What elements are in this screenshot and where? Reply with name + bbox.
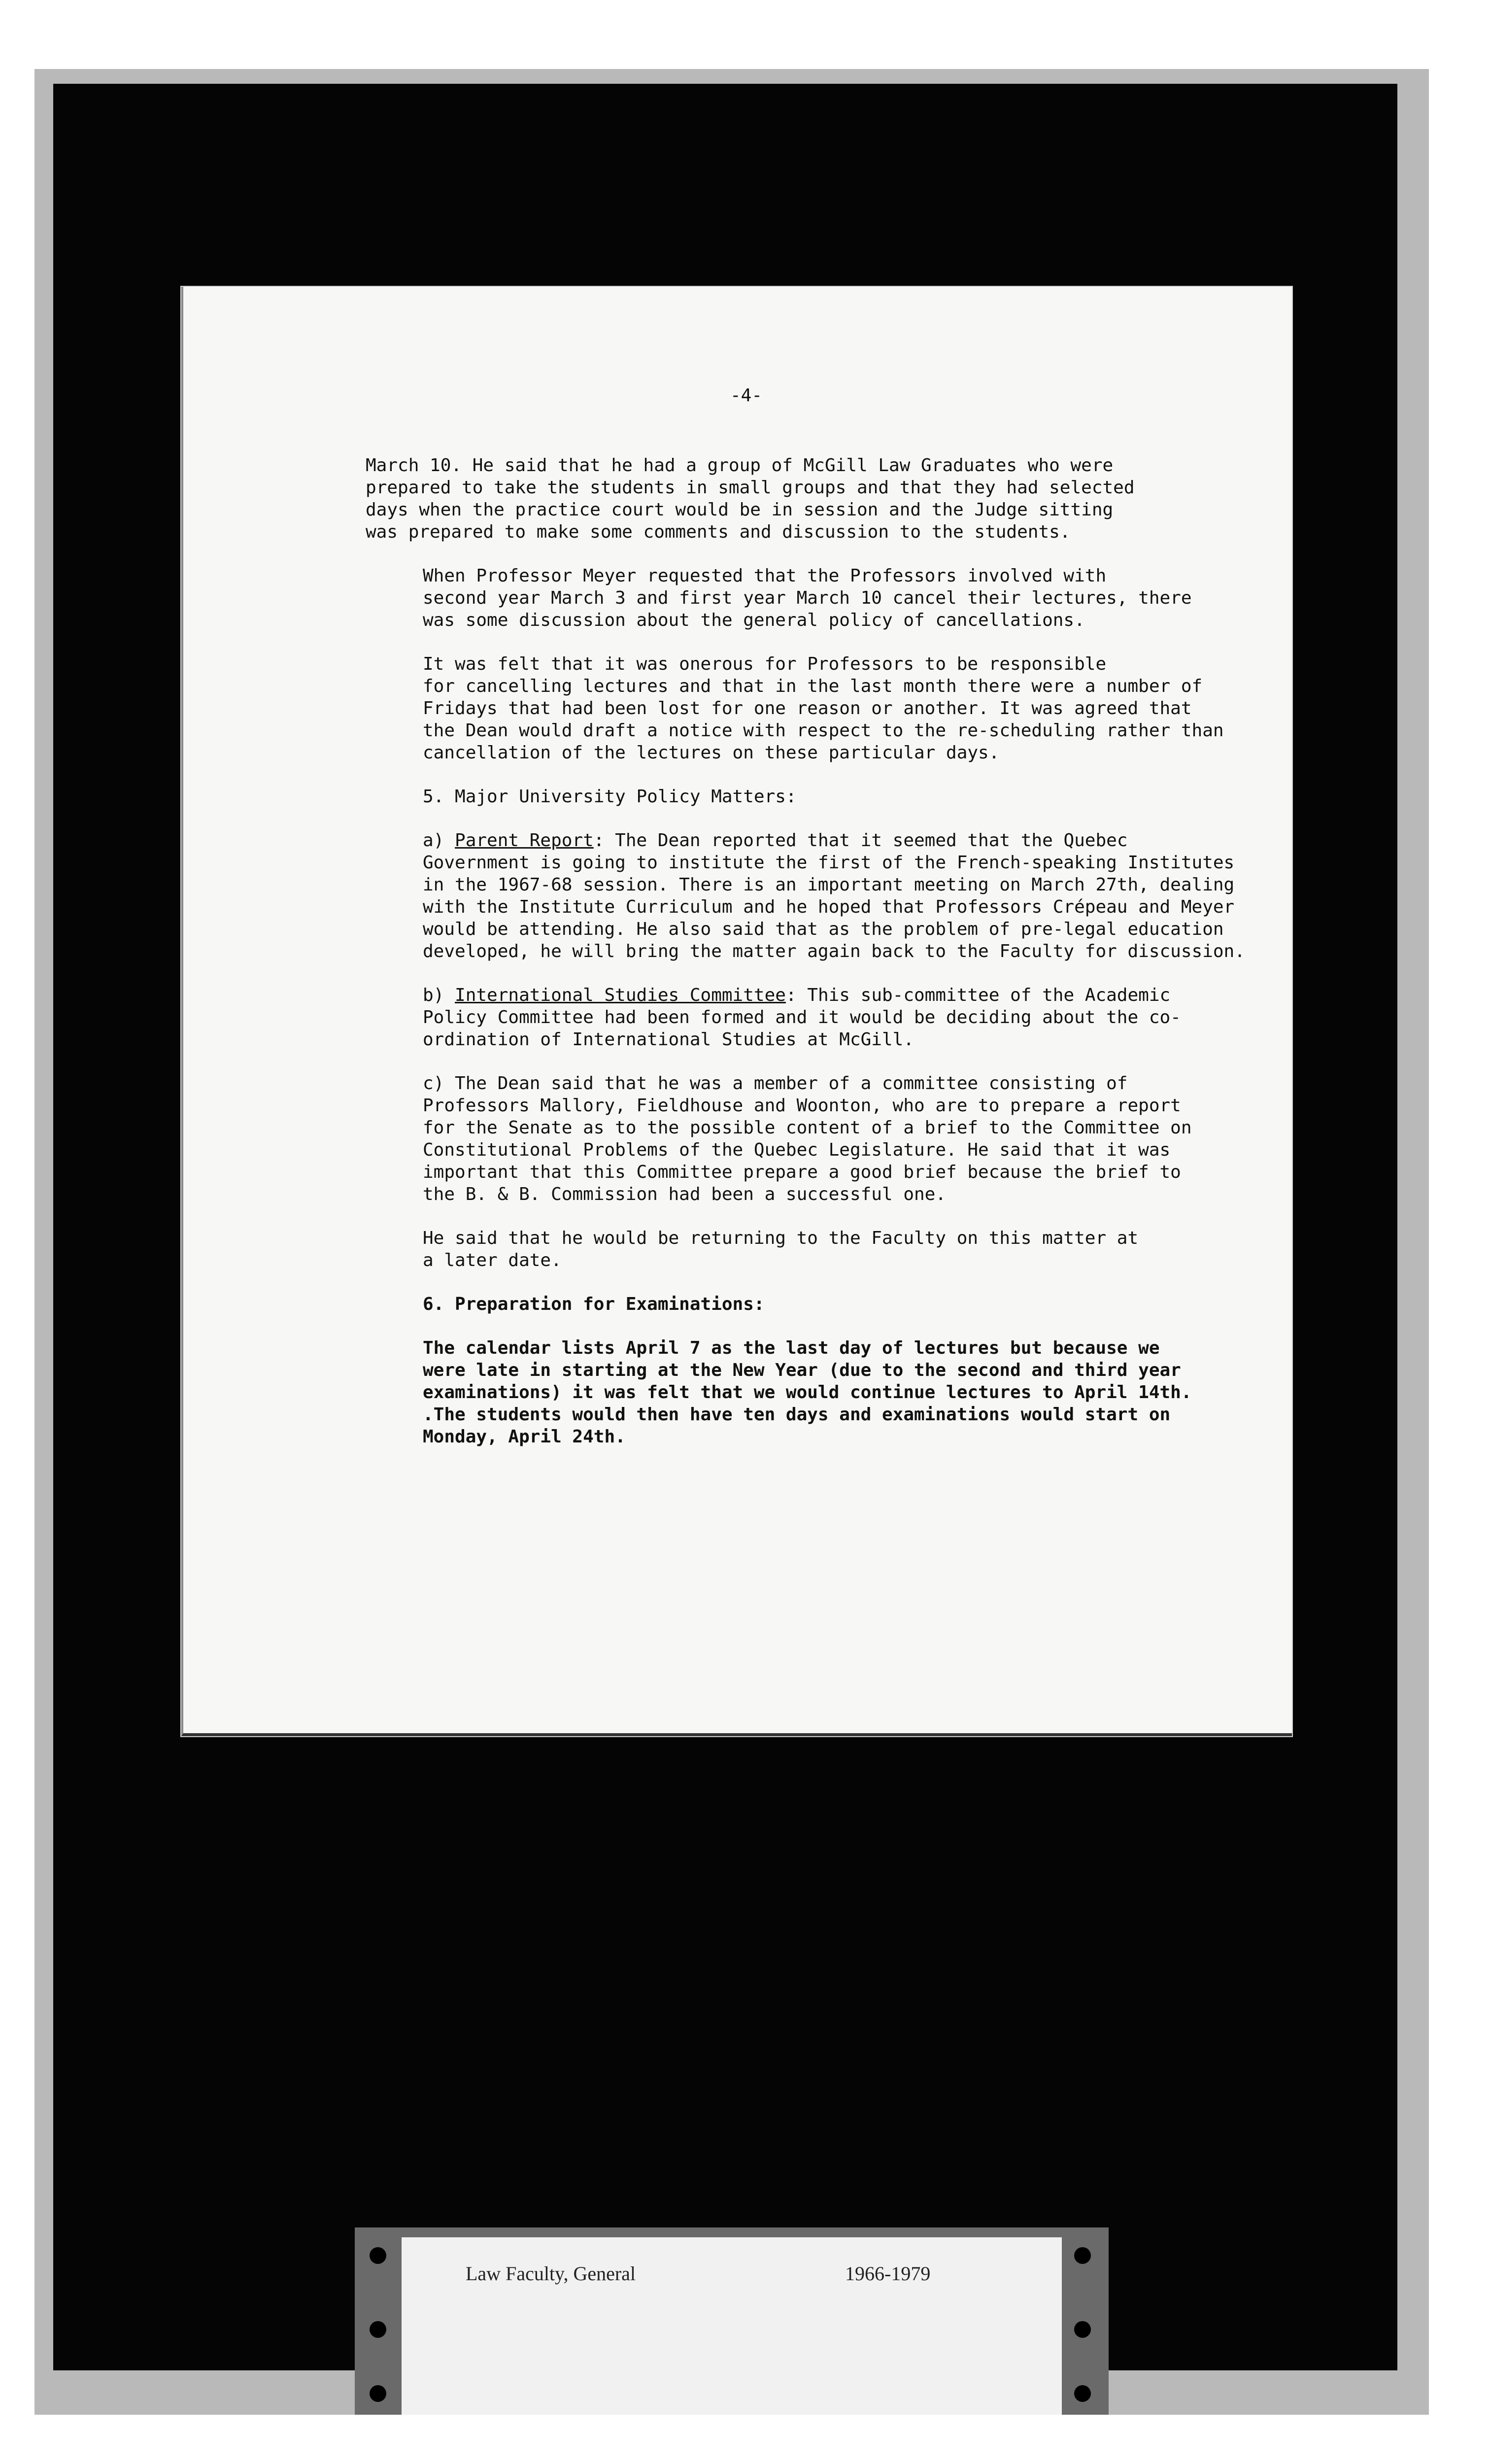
paragraph: [366, 1337, 1287, 1448]
paragraph-text: : This sub-committee of the Academic Policy Committee had been formed and it would be deciding about the co- ordination of International Studies at McGill.: [423, 985, 1181, 1050]
paragraph-text: 6. Preparation for Examinations:: [423, 1294, 765, 1314]
underlined-heading: International Studies Committee: [455, 985, 786, 1005]
paragraph: [366, 653, 1287, 764]
underlined-heading: Parent Report: [455, 830, 594, 851]
paragraph: [366, 565, 1287, 631]
paragraph: [366, 454, 1287, 543]
punch-hole: [370, 2321, 386, 2338]
archive-label-card: [355, 2227, 1109, 2415]
paragraph-text: When Professor Meyer requested that the Professors involved with second year March 3 and first year March 10 cancel their lectures, there was some discussion about the general policy of cancellations.: [423, 566, 1192, 630]
punch-hole: [1074, 2385, 1091, 2402]
punch-hole: [1074, 2321, 1091, 2338]
paragraph: [366, 1293, 1287, 1315]
punch-hole: [370, 2247, 386, 2264]
paragraph: [366, 829, 1287, 962]
paragraph-text: 5. Major University Policy Matters:: [423, 787, 797, 807]
punch-hole: [1074, 2247, 1091, 2264]
document-body: [366, 454, 1287, 1470]
punch-hole: [370, 2385, 386, 2402]
archive-label: [402, 2237, 1062, 2415]
paragraph-text: It was felt that it was onerous for Professors to be responsible for cancelling lectures and that in the last month there were a number of Fridays that had been lost for one reason or another. It was agreed that the Dean would draft a notice with respect to the re-scheduling rather than cancellation of the lectures on these particular days.: [423, 654, 1224, 763]
paragraph-text: March 10. He said that he had a group of McGill Law Graduates who were prepared to take the students in small groups and that they had selected days when the practice court would be in session and the Judge sitting was prepared to make some comments and discussion to the students.: [366, 455, 1135, 542]
paragraph-text: : The Dean reported that it seemed that the Quebec Government is going to institute the first of the French-speaking Institutes in the 1967-68 session. There is an important meeting on March 27th, dealing with the Institute Curriculum and he hoped that Professors Crépeau and Meyer would be attending. He also said that as the problem of pre-legal education developed, he will bring the matter again back to the Faculty for discussion.: [423, 830, 1245, 961]
paragraph: [366, 1227, 1287, 1271]
paragraph: [366, 786, 1287, 808]
paragraph-text: He said that he would be returning to the Faculty on this matter at a later date.: [423, 1228, 1139, 1270]
paragraph-text: The calendar lists April 7 as the last day of lectures but because we were late in starting at the New Year (due to the second and third year examinations) it was felt that we would continue lectures to April 14th. .The students would then have ten days and examinations would start on Monday, April 24th.: [423, 1338, 1192, 1447]
document-page: [181, 287, 1292, 1736]
label-years: 1966-1979: [845, 2262, 931, 2285]
item-marker: a): [423, 830, 455, 851]
item-marker: b): [423, 985, 455, 1005]
label-title: Law Faculty, General: [466, 2262, 636, 2285]
paragraph: [366, 984, 1287, 1051]
page-number: -4-: [730, 385, 763, 406]
paragraph-text: c) The Dean said that he was a member of a committee consisting of Professors Mallory, Fieldhouse and Woonton, who are to prepare a report for the Senate as to the possible content of a brief to the Committee on Constitutional Problems of the Quebec Legislature. He said that it was important that this Committee prepare a good brief because the brief to the B. & B. Commission had been a successful one.: [423, 1073, 1192, 1204]
paragraph: [366, 1072, 1287, 1205]
